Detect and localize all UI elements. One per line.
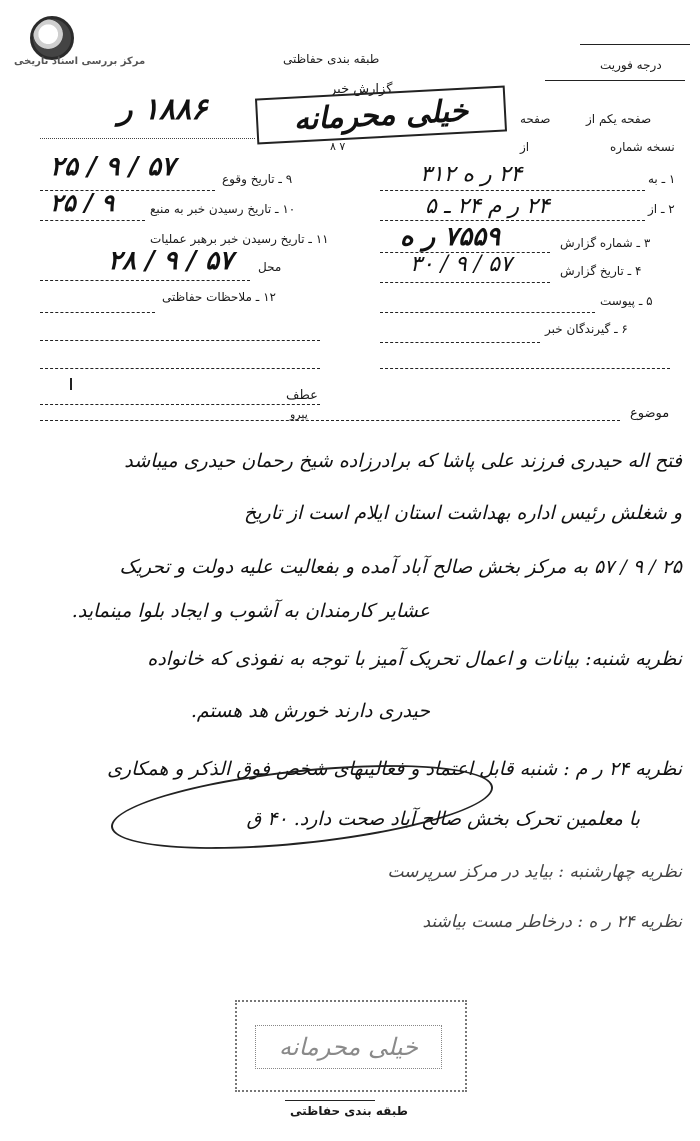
field-occurrence-value: ۵۷ / ۹ / ۲۵ — [50, 152, 176, 182]
classification-bottom: طبقه بندی حفاظتی — [290, 1104, 408, 1118]
header-rule-right — [545, 80, 685, 81]
field-from-value: ۲۴ ر م ۲۴ ـ ۵ — [425, 194, 550, 219]
atf-tick — [70, 378, 72, 390]
field-occurrence-label: ۹ ـ تاریخ وقوع — [222, 172, 293, 186]
archive-name: مرکز بررسی اسناد تاریخی — [14, 56, 146, 67]
field-to-label: ۱ ـ به — [648, 172, 676, 186]
urgency-label: درجه فوریت — [600, 58, 662, 72]
field-to-rule — [380, 190, 645, 191]
field-report-number-value: ۷۵۵۹ ر ه — [400, 222, 501, 252]
atf-rule — [40, 404, 320, 405]
footer-rule — [285, 1100, 375, 1101]
classification-top: طبقه بندی حفاظتی — [283, 52, 380, 66]
field-attachment-rule — [380, 312, 595, 313]
field-place-rule — [40, 280, 250, 281]
field-source-date-label: ۱۰ ـ تاریخ رسیدن خبر به منبع — [150, 202, 296, 216]
stamp-text: خیلی محرمانه — [292, 92, 470, 138]
field-source-date-value: ۹ / ۲۵ — [50, 188, 115, 217]
body-line-6: حیدری دارند خورش هد هستم. — [190, 700, 430, 722]
doc-number-rule — [40, 138, 255, 139]
field-to-value: ۲۴ ر ه ۳۱۲ — [420, 162, 523, 187]
body-line-5: نظریه شنبه: بیانات و اعمال تحریک آمیز با توجه به نفوذی که خانواده — [147, 648, 682, 670]
stamp-numbers: ۷ ۸ — [330, 140, 346, 153]
peyro-label: پیرو — [290, 408, 308, 421]
body-line-2: و شغلش رئیس اداره بهداشت استان ایلام است از تاریخ — [243, 502, 682, 524]
archive-logo — [30, 16, 70, 56]
field-security-notes-label: ۱۲ ـ ملاحظات حفاظتی — [162, 290, 276, 304]
bottom-stamp-inner — [255, 1025, 442, 1069]
field-source-date-rule — [40, 220, 145, 221]
field-ops-date-label: ۱۱ ـ تاریخ رسیدن خبر برهبر عملیات — [150, 232, 329, 246]
field-place-value: ۵۷ / ۹ / ۲۸ — [108, 246, 234, 276]
opinion-line-1: نظریه ۲۴ ر م : شنبه قابل اعتماد و فعالیتهای شخص فوق الذکر و همکاری — [107, 758, 682, 780]
doc-number: ۱۸۸۶ ر — [118, 92, 208, 127]
copy-label-2: از — [520, 140, 530, 154]
stamp-top-text: گزارش خبر — [330, 82, 393, 97]
bottom-note-1: نظریه چهارشنبه : بیاید در مرکز سرپرست — [387, 862, 682, 882]
field-place-label: محل — [258, 260, 282, 274]
archive-logo-icon — [30, 16, 74, 60]
page-label-2: صفحه — [520, 112, 551, 126]
field-security-notes-rule-2 — [40, 340, 320, 341]
subject-rule — [40, 420, 620, 421]
urgency-rule — [580, 44, 690, 45]
classification-stamp — [255, 85, 507, 144]
atf-label: عطف — [286, 388, 318, 403]
copy-label: نسخه شماره — [610, 140, 675, 154]
field-report-date-label: ۴ ـ تاریخ گزارش — [560, 264, 642, 278]
field-from-label: ۲ ـ از — [648, 202, 675, 216]
body-line-3: ۲۵ / ۹ / ۵۷ به مرکز بخش صالح آباد آمده و بفعالیت علیه دولت و تحریک — [119, 556, 682, 578]
page-label: صفحه یکم از — [586, 112, 652, 126]
body-line-4: عشایر کارمندان به آشوب و ایجاد بلوا مینماید. — [71, 600, 430, 622]
field-from-rule — [380, 220, 645, 221]
field-report-date-value: ۵۷ / ۹ / ۳۰ — [410, 252, 512, 277]
field-report-number-label: ۳ ـ شماره گزارش — [560, 236, 651, 250]
field-recipients-label: ۶ ـ گیرندگان خبر — [545, 322, 628, 336]
field-attachment-label: ۵ ـ پیوست — [600, 294, 653, 308]
field-recipients-rule-2 — [380, 368, 670, 369]
field-security-notes-rule-3 — [40, 368, 320, 369]
field-security-notes-rule — [40, 312, 155, 313]
subject-label: موضوع — [630, 406, 670, 421]
bottom-stamp-text: خیلی محرمانه — [279, 1033, 418, 1061]
bottom-note-2: نظریه ۲۴ ر ه : درخاطر مست بیاشند — [422, 912, 682, 932]
field-report-date-rule — [380, 282, 550, 283]
opinion-line-2: با معلمین تحرک بخش صالح آباد صحت دارد. ۴۰ ق — [246, 808, 640, 830]
field-recipients-rule — [380, 342, 540, 343]
body-line-1: فتح اله حیدری فرزند علی پاشا که برادرزاده شیخ رحمان حیدری میباشد — [124, 450, 682, 472]
